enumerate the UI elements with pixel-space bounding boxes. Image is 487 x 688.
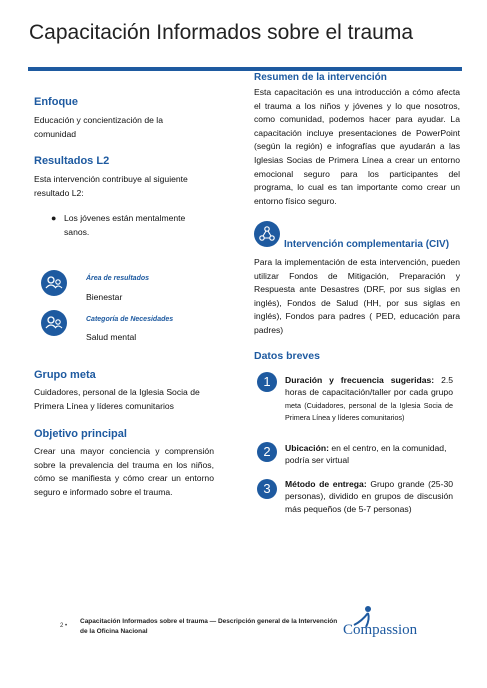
enfoque-text: Educación y concientización de la comunidad bbox=[34, 115, 163, 139]
footer-page-number bbox=[60, 623, 67, 629]
resultados-bullet-item bbox=[51, 212, 201, 239]
fact-number-1: 1 bbox=[257, 372, 277, 392]
footer-text: Capacitación Informados sobre el trauma — Descripción general de la Intervención de la Oficina Nacional bbox=[80, 618, 338, 635]
fact-1-note: meta (Cuidadores, personal de la Iglesia Socia de Primera Línea y líderes comunitarios) bbox=[285, 400, 453, 423]
grupo-heading: Grupo meta bbox=[34, 369, 96, 381]
fact-2-text: en el centro, en la comunidad, podría ser virtual bbox=[285, 443, 447, 466]
resultados-heading: Resultados L2 bbox=[34, 155, 110, 167]
fact-2-label: Ubicación: bbox=[285, 443, 329, 453]
resumen-heading: Resumen de la intervención bbox=[254, 72, 387, 83]
area-value: Bienestar bbox=[86, 292, 123, 302]
civ-text: Para la implementación de esta intervención, pueden utilizar Fondos de Mitigación, Preparación y Respuesta ante Desastres (DRF, por sus siglas en inglés), Fondos de Salud (HH, por sus siglas en inglés), Fondos para padres ( PED, educación para padres) bbox=[254, 257, 460, 335]
enfoque-heading: Enfoque bbox=[34, 96, 78, 108]
title-rule bbox=[28, 67, 462, 71]
categoria-value: Salud mental bbox=[86, 332, 137, 342]
grupo-text: Cuidadores, personal de la Iglesia Socia de Primera Línea y líderes comunitarios bbox=[34, 387, 200, 411]
logo-wordmark: Compassion bbox=[343, 622, 418, 638]
objetivo-heading: Objetivo principal bbox=[34, 428, 127, 440]
fact-number-2: 2 bbox=[257, 442, 277, 462]
fact-number-3: 3 bbox=[257, 479, 277, 499]
fact-item-1 bbox=[285, 374, 453, 424]
fact-1-text: 2.5 horas de capacitación/taller por cada grupo bbox=[285, 375, 454, 398]
area-label: Área de resultados bbox=[86, 275, 150, 282]
fact-item-3 bbox=[285, 478, 453, 515]
datos-heading: Datos breves bbox=[254, 350, 320, 362]
resultados-section bbox=[34, 155, 199, 200]
enfoque-section bbox=[34, 96, 194, 141]
fact-3-label: Método de entrega: bbox=[285, 479, 367, 489]
objetivo-text: Crear una mayor conciencia y comprensión sobre la prevalencia del trauma en los niños, cómo se manifiesta y cómo crear un entorno seguro e informado sobre el trauma. bbox=[34, 446, 214, 497]
resultados-bullet-text: Los jóvenes están mentalmente sanos. bbox=[64, 213, 186, 237]
civ-heading: Intervención complementaria (CIV) bbox=[284, 239, 450, 250]
people-icon bbox=[41, 310, 67, 336]
people-icon bbox=[41, 270, 67, 296]
resultados-text: Esta intervención contribuye al siguiente resultado L2: bbox=[34, 174, 188, 198]
grupo-section bbox=[34, 369, 219, 413]
objetivo-section bbox=[34, 428, 214, 499]
fact-item-2 bbox=[285, 442, 453, 467]
resumen-text: Esta capacitación es una introducción a cómo afecta el trauma a los niños y jóvenes y lo que nosotros, como comunidad, podemos hacer para ayudar. La capacitación incluye presentaciones de PowerPoint (según la región) e infografías que ayudarán a las Iglesias Socias de Primera Línea a crear un entorno emocional seguro para los participantes del programa, lo cual es tan importante como crear un entorno físico seguro. bbox=[254, 87, 460, 206]
page-separator: • bbox=[65, 623, 68, 629]
bullet-icon: ● bbox=[51, 213, 57, 223]
fact-3-text: Grupo grande (25-30 personas), dividido en grupos de discusión más pequeños (de 5-7 personas) bbox=[285, 479, 454, 514]
categoria-label: Categoría de Necesidades bbox=[86, 316, 174, 323]
fact-1-label: Duración y frecuencia sugeridas: bbox=[285, 375, 435, 385]
resumen-section bbox=[254, 72, 460, 208]
page-number: 2 bbox=[60, 623, 64, 629]
network-icon bbox=[254, 221, 280, 247]
page-title: Capacitación Informados sobre el trauma bbox=[29, 21, 414, 44]
